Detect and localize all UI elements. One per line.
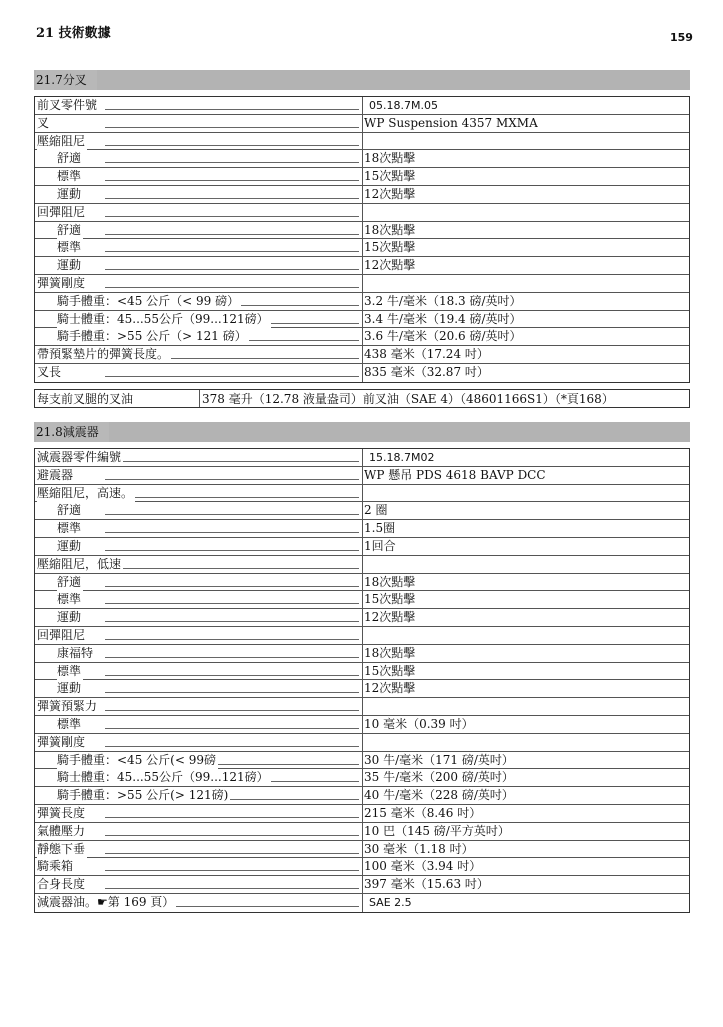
spec-label: 騎手體重：<45 公斤(< 99磅 xyxy=(57,752,216,767)
leader-line xyxy=(105,479,359,480)
spec-row xyxy=(35,591,689,609)
spec-label: 騎手體重：>55 公斤（> 121 磅） xyxy=(57,329,247,344)
spec-label: 彈簧長度 xyxy=(37,805,86,820)
leader-line xyxy=(105,870,359,871)
fork-spec-table xyxy=(34,96,690,383)
spec-row xyxy=(35,698,689,716)
spec-value: 35 牛/毫米（200 磅/英吋） xyxy=(364,770,514,785)
leader-line xyxy=(105,269,359,270)
spec-row xyxy=(35,222,689,240)
spec-row xyxy=(35,538,689,556)
section-title: 21.8減震器 xyxy=(36,422,109,442)
spec-value: 18次點擊 xyxy=(364,645,416,660)
spec-label: 騎士體重：45...55公斤（99...121磅） xyxy=(57,770,269,785)
spec-value: WP Suspension 4357 MXMA xyxy=(364,115,538,130)
spec-label: 騎手體重：>55 公斤(> 121磅) xyxy=(57,788,229,803)
spec-label: 合身長度 xyxy=(37,877,86,892)
spec-label: 彈簧剛度 xyxy=(37,734,86,749)
shock-spec-table xyxy=(34,448,690,913)
spec-label: 舒適 xyxy=(57,574,82,589)
spec-value: 18次點擊 xyxy=(364,151,416,166)
spec-label: 騎乘箱 xyxy=(37,859,74,874)
leader-line xyxy=(105,145,359,146)
spec-value xyxy=(362,556,364,573)
spec-value: 835 毫米（32.87 吋） xyxy=(362,364,489,382)
spec-label: 減震器油。☛第 169 頁） xyxy=(37,894,175,909)
spec-row xyxy=(35,467,689,485)
spec-label: 回彈阻尼 xyxy=(37,627,86,642)
spec-value xyxy=(362,627,364,644)
spec-value: 18次點擊 xyxy=(364,222,416,237)
leader-line xyxy=(105,675,359,676)
spec-value: 10 巴（145 磅/平方英吋） xyxy=(364,823,510,838)
spec-value: 40 牛/毫米（228 磅/英吋） xyxy=(364,788,514,803)
leader-line xyxy=(105,127,359,128)
spec-value xyxy=(362,734,364,751)
spec-value: 18次點擊 xyxy=(364,574,416,589)
spec-value xyxy=(362,204,364,221)
spec-label: 減震器零件編號 xyxy=(37,450,122,464)
spec-row xyxy=(35,239,689,257)
spec-value: 3.4 牛/毫米（19.4 磅/英吋） xyxy=(364,311,522,326)
leader-line xyxy=(105,835,359,836)
spec-row xyxy=(35,734,689,752)
leader-line xyxy=(105,251,359,252)
spec-label: 帶預緊墊片的彈簧長度。 xyxy=(37,347,170,362)
leader-line xyxy=(105,109,359,110)
spec-value: 05.18.7M.05 xyxy=(362,97,438,114)
spec-row xyxy=(35,502,689,520)
spec-row xyxy=(35,894,689,912)
spec-row xyxy=(35,97,689,115)
spec-value: 15次點擊 xyxy=(364,169,416,184)
spec-value: 397 毫米（15.63 吋） xyxy=(364,877,489,892)
spec-row xyxy=(35,805,689,823)
spec-label: 康福特 xyxy=(57,645,94,660)
spec-row xyxy=(35,752,689,770)
spec-row xyxy=(35,858,689,876)
spec-row xyxy=(35,574,689,592)
spec-label: 壓縮阻尼 xyxy=(37,133,86,148)
fork-oil-label: 每支前叉腿的叉油 xyxy=(37,392,134,406)
section-title: 21.7分叉 xyxy=(36,70,97,90)
section-header-fork xyxy=(34,70,690,90)
spec-label: 舒適 xyxy=(57,151,82,166)
spec-value: 3.2 牛/毫米（18.3 磅/英吋） xyxy=(364,293,522,308)
leader-line xyxy=(105,710,359,711)
spec-row xyxy=(35,485,689,503)
leader-line xyxy=(105,234,359,235)
spec-row xyxy=(35,449,689,467)
spec-label: 標準 xyxy=(57,716,82,731)
spec-value: 12次點擊 xyxy=(364,258,416,273)
spec-label: 回彈阻尼 xyxy=(37,204,86,219)
spec-row xyxy=(35,150,689,168)
spec-value: 10 毫米（0.39 吋） xyxy=(364,716,474,731)
leader-line xyxy=(105,180,359,181)
spec-value: 3.6 牛/毫米（20.6 磅/英吋） xyxy=(364,329,522,344)
leader-line xyxy=(105,621,359,622)
spec-value xyxy=(362,133,364,150)
spec-row xyxy=(35,609,689,627)
leader-line xyxy=(105,888,359,889)
spec-row xyxy=(35,769,689,787)
spec-label: 彈簧剛度 xyxy=(37,275,86,290)
spec-label: 避震器 xyxy=(37,467,74,482)
spec-label: 運動 xyxy=(57,610,82,625)
spec-row xyxy=(35,311,689,329)
spec-value: 1回合 xyxy=(364,538,396,553)
spec-row xyxy=(35,293,689,311)
spec-row xyxy=(35,663,689,681)
spec-value: 1.5圈 xyxy=(364,521,396,536)
spec-value: 438 毫米（17.24 吋） xyxy=(364,347,489,362)
spec-value: 30 毫米（1.18 吋） xyxy=(364,841,474,856)
spec-value xyxy=(362,275,364,292)
leader-line xyxy=(105,162,359,163)
spec-label: 標準 xyxy=(57,240,82,255)
spec-value: 100 毫米（3.94 吋） xyxy=(364,859,482,874)
spec-label: 標準 xyxy=(57,169,82,184)
leader-line xyxy=(105,216,359,217)
spec-value: 215 毫米（8.46 吋） xyxy=(364,805,482,820)
spec-value: 2 圈 xyxy=(364,503,388,518)
spec-row xyxy=(35,556,689,574)
spec-value: 12次點擊 xyxy=(364,681,416,696)
leader-line xyxy=(105,692,359,693)
spec-label: 靜態下垂 xyxy=(37,841,86,856)
spec-row xyxy=(35,876,689,894)
spec-value: 12次點擊 xyxy=(364,610,416,625)
page-number: 159 xyxy=(670,31,693,44)
fork-oil-row xyxy=(34,389,690,408)
leader-line xyxy=(105,497,359,498)
spec-row xyxy=(35,346,689,364)
spec-value: WP 懸吊 PDS 4618 BAVP DCC xyxy=(364,467,546,482)
leader-line xyxy=(105,853,359,854)
spec-value: 15.18.7M02 xyxy=(362,449,434,466)
spec-value: 30 牛/毫米（171 磅/英吋） xyxy=(364,752,514,767)
spec-label: 舒適 xyxy=(57,503,82,518)
spec-label: 舒適 xyxy=(57,222,82,237)
spec-value: SAE 2.5 xyxy=(362,894,412,912)
spec-row xyxy=(35,823,689,841)
spec-label: 壓縮阻尼，低速 xyxy=(37,556,122,571)
section-header-shock xyxy=(34,422,690,442)
leader-line xyxy=(105,514,359,515)
spec-label: 騎士體重：45...55公斤（99...121磅） xyxy=(57,311,269,326)
spec-row xyxy=(35,520,689,538)
spec-value: 15次點擊 xyxy=(364,592,416,607)
spec-row xyxy=(35,716,689,734)
spec-label: 標準 xyxy=(57,521,82,536)
spec-row xyxy=(35,787,689,805)
spec-row xyxy=(35,645,689,663)
leader-line xyxy=(105,376,359,377)
spec-row xyxy=(35,841,689,859)
leader-line xyxy=(105,746,359,747)
spec-label: 標準 xyxy=(57,592,82,607)
spec-row xyxy=(35,328,689,346)
chapter-title: 21 技術數據 xyxy=(36,26,111,41)
spec-row xyxy=(35,257,689,275)
leader-line xyxy=(105,639,359,640)
spec-label: 彈簧預緊力 xyxy=(37,699,98,714)
spec-row xyxy=(35,204,689,222)
spec-row xyxy=(35,680,689,698)
spec-value xyxy=(362,698,364,715)
leader-line xyxy=(105,198,359,199)
spec-row xyxy=(35,115,689,133)
spec-row xyxy=(35,168,689,186)
leader-line xyxy=(105,817,359,818)
spec-value xyxy=(362,485,364,502)
spec-label: 運動 xyxy=(57,258,82,273)
spec-label: 運動 xyxy=(57,186,82,201)
spec-value: 15次點擊 xyxy=(364,663,416,678)
spec-row xyxy=(35,627,689,645)
spec-row xyxy=(35,275,689,293)
leader-line xyxy=(105,550,359,551)
spec-label: 運動 xyxy=(57,538,82,553)
leader-line xyxy=(105,532,359,533)
leader-line xyxy=(105,568,359,569)
leader-line xyxy=(105,586,359,587)
spec-label: 叉 xyxy=(37,115,50,130)
spec-label: 前叉零件號 xyxy=(37,98,98,112)
spec-label: 標準 xyxy=(57,663,82,678)
spec-label: 氣體壓力 xyxy=(37,823,86,838)
spec-row xyxy=(35,364,689,382)
leader-line xyxy=(105,603,359,604)
spec-label: 叉長 xyxy=(37,364,62,379)
leader-line xyxy=(105,657,359,658)
spec-label: 騎手體重：<45 公斤（< 99 磅） xyxy=(57,293,240,308)
spec-value: 15次點擊 xyxy=(364,240,416,255)
leader-line xyxy=(105,461,359,462)
leader-line xyxy=(105,728,359,729)
spec-label: 壓縮阻尼，高速。 xyxy=(37,485,134,500)
spec-value: 12次點擊 xyxy=(364,186,416,201)
spec-row xyxy=(35,133,689,151)
spec-row xyxy=(35,186,689,204)
leader-line xyxy=(105,287,359,288)
spec-label: 運動 xyxy=(57,681,82,696)
fork-oil-value: 378 毫升（12.78 液量盎司）前叉油（SAE 4）（48601166S1）（*頁168） xyxy=(199,390,614,407)
